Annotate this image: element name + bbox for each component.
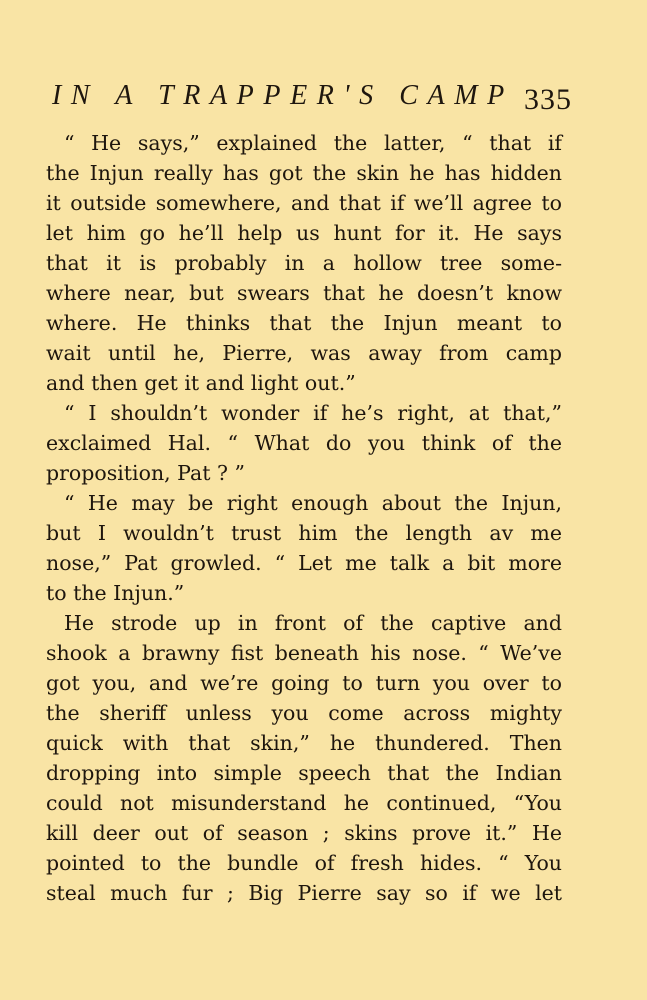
text-line: proposition, Pat ? ” [46,461,246,485]
text-line: let him go he’ll help us hunt for it. He says [46,221,562,245]
text-line: that it is probably in a hollow tree some- [46,251,562,275]
text-line: but I wouldn’t trust him the length av me [46,521,562,545]
text-line: “ He may be right enough about the Injun, [64,491,562,515]
text-line: the sheriff unless you come across mighty [46,701,562,725]
text-line: “ I shouldn’t wonder if he’s right, at that,” [64,401,562,425]
text-line: to the Injun.” [46,581,185,605]
text-line: “ He says,” explained the latter, “ that if [64,131,562,155]
text-line: pointed to the bundle of fresh hides. “ You [46,851,562,875]
text-line: exclaimed Hal. “ What do you think of the [46,431,562,455]
text-line: could not misunderstand he continued, “You [46,791,562,815]
text-line: He strode up in front of the captive and [64,611,562,635]
text-line: the Injun really has got the skin he has hidden [46,161,562,185]
body-text [46,128,562,908]
text-line: got you, and we’re going to turn you over to [46,671,562,695]
page-number: 335 [524,83,572,116]
text-line: it outside somewhere, and that if we’ll agree to [46,191,562,215]
text-line: dropping into simple speech that the Indian [46,761,562,785]
text-line: wait until he, Pierre, was away from camp [46,341,562,365]
text-line: shook a brawny fist beneath his nose. “ We’ve [46,641,562,665]
page-header [52,78,572,118]
text-line: quick with that skin,” he thundered. Then [46,731,562,755]
text-line: and then get it and light out.” [46,371,356,395]
text-line: where. He thinks that the Injun meant to [46,311,562,335]
text-line: where near, but swears that he doesn’t know [46,281,562,305]
running-head: IN A TRAPPER'S CAMP [52,80,514,111]
text-line: nose,” Pat growled. “ Let me talk a bit more [46,551,562,575]
text-line: kill deer out of season ; skins prove it.” He [46,821,562,845]
text-line: steal much fur ; Big Pierre say so if we let [46,881,562,905]
